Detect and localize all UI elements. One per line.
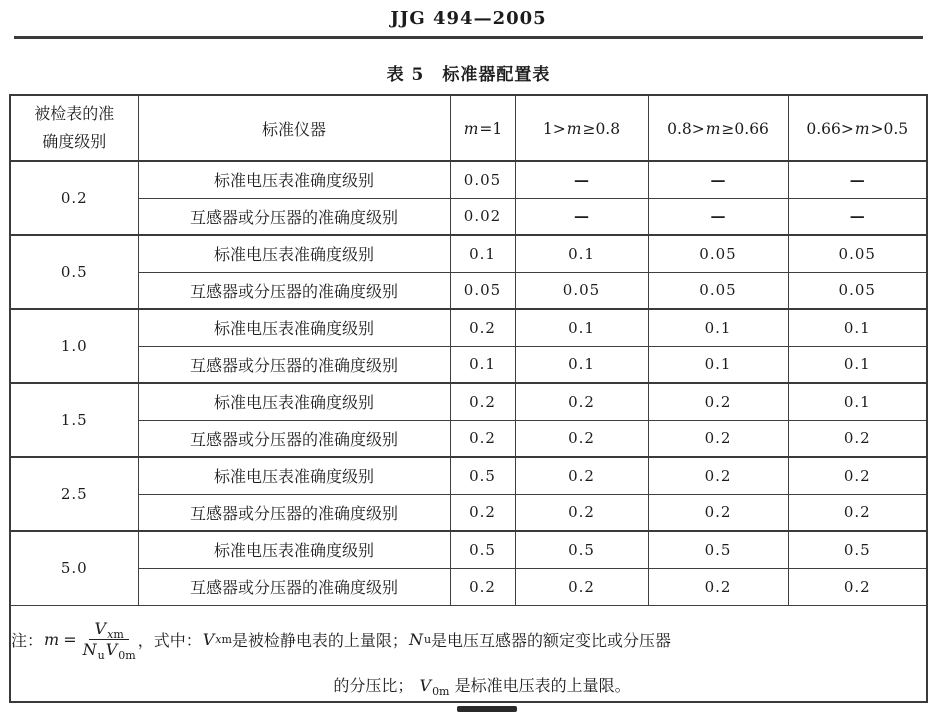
table-row (10, 457, 927, 494)
instrument-label: 标准电压表准确度级别 (138, 531, 450, 568)
table-row (10, 346, 927, 383)
value-cell: 0.1 (788, 346, 927, 383)
table-row (10, 420, 927, 457)
value-cell: 0.5 (450, 457, 515, 494)
accuracy-class-cell: 0.5 (10, 235, 138, 309)
value-cell: 0.1 (648, 346, 788, 383)
fraction-denominator: $N_uV_{0m}$ (82, 640, 136, 663)
value-cell: 0.2 (515, 420, 648, 457)
value-cell: 0.2 (450, 568, 515, 605)
accuracy-class-cell: 0.2 (10, 161, 138, 235)
value-cell: 0.2 (788, 494, 927, 531)
formula-nu: N (408, 630, 423, 650)
instrument-label: 标准电压表准确度级别 (138, 161, 450, 198)
value-cell: 0.2 (648, 457, 788, 494)
accuracy-class-cell: 1.5 (10, 383, 138, 457)
table-row (10, 161, 927, 198)
accuracy-class-cell: 1.0 (10, 309, 138, 383)
header-m-range-3: 0.66>m>0.5 (788, 95, 927, 161)
instrument-label: 标准电压表准确度级别 (138, 309, 450, 346)
value-cell: 0.2 (515, 568, 648, 605)
table-row (10, 568, 927, 605)
note-line-1: 注： m = $\frac{V_{xm}}{N_uV_{0m}}$ ，式中： V xm 是被检静电表的上量限； N u 是电压互感器的额定变比或分压器 (11, 618, 672, 663)
table-row (10, 531, 927, 568)
accuracy-class-cell: 5.0 (10, 531, 138, 605)
instrument-label: 互感器或分压器的准确度级别 (138, 420, 450, 457)
table-title: 表 5 标准器配置表 (386, 65, 551, 85)
formula-fraction (82, 618, 136, 663)
header-m-range-2: 0.8>m≥0.66 (648, 95, 788, 161)
header-m-range-1: 1>m≥0.8 (515, 95, 648, 161)
header-accuracy-class (10, 95, 138, 161)
table-row (10, 198, 927, 235)
table-row (10, 272, 927, 309)
value-cell: 0.05 (648, 272, 788, 309)
value-cell: — (648, 161, 788, 198)
table-row (10, 235, 927, 272)
value-cell: 0.05 (450, 161, 515, 198)
value-cell: 0.2 (450, 420, 515, 457)
value-cell: 0.2 (788, 457, 927, 494)
value-cell: 0.2 (515, 494, 648, 531)
value-cell: 0.05 (788, 235, 927, 272)
instrument-label: 互感器或分压器的准确度级别 (138, 198, 450, 235)
value-cell: 0.1 (450, 235, 515, 272)
header-accuracy-line2: 确度级别 (42, 132, 107, 151)
value-cell: 0.5 (648, 531, 788, 568)
value-cell: 0.1 (788, 309, 927, 346)
value-cell: 0.5 (450, 531, 515, 568)
header-accuracy-line1: 被检表的准 (34, 104, 115, 123)
value-cell: 0.2 (648, 420, 788, 457)
table-header-row (10, 95, 927, 161)
value-cell: 0.2 (648, 568, 788, 605)
value-cell: 0.2 (788, 420, 927, 457)
value-cell: 0.2 (788, 568, 927, 605)
header-m-eq-1: m=1 (450, 95, 515, 161)
value-cell: 0.1 (515, 235, 648, 272)
value-cell: — (788, 198, 927, 235)
instrument-label: 互感器或分压器的准确度级别 (138, 346, 450, 383)
value-cell: 0.5 (788, 531, 927, 568)
value-cell: 0.05 (648, 235, 788, 272)
value-cell: 0.05 (515, 272, 648, 309)
value-cell: 0.1 (515, 346, 648, 383)
table-row (10, 309, 927, 346)
value-cell: 0.2 (648, 383, 788, 420)
table-row (10, 494, 927, 531)
header-rule (14, 36, 923, 39)
value-cell: 0.1 (648, 309, 788, 346)
table-row (10, 383, 927, 420)
value-cell: — (788, 161, 927, 198)
note-row (10, 605, 927, 702)
instrument-label: 标准电压表准确度级别 (138, 457, 450, 494)
instrument-label: 互感器或分压器的准确度级别 (138, 568, 450, 605)
instrument-label: 互感器或分压器的准确度级别 (138, 494, 450, 531)
formula-v0m: V (419, 675, 432, 695)
value-cell: 0.05 (450, 272, 515, 309)
value-cell: 0.5 (515, 531, 648, 568)
value-cell: 0.2 (648, 494, 788, 531)
value-cell: — (648, 198, 788, 235)
value-cell: 0.05 (788, 272, 927, 309)
table-note (10, 605, 927, 702)
fraction-numerator: $V_{xm}$ (89, 620, 129, 640)
value-cell: 0.1 (788, 383, 927, 420)
value-cell: 0.2 (450, 494, 515, 531)
value-cell: 0.2 (450, 309, 515, 346)
header-standard-instrument: 标准仪器 (138, 95, 450, 161)
value-cell: 0.2 (515, 457, 648, 494)
value-cell: — (515, 198, 648, 235)
formula-vxm: V (202, 630, 215, 650)
formula-m: m (44, 630, 60, 650)
note-line-2: 的分压比； $V_{0m}$ 是标准电压表的上量限。 (333, 675, 631, 698)
value-cell: 0.02 (450, 198, 515, 235)
value-cell: 0.2 (515, 383, 648, 420)
value-cell: 0.1 (450, 346, 515, 383)
value-cell: 0.1 (515, 309, 648, 346)
doc-code: JJG 494—2005 (390, 8, 547, 29)
instrument-label: 互感器或分压器的准确度级别 (138, 272, 450, 309)
scan-artifact (457, 706, 517, 712)
standards-config-table (9, 94, 928, 703)
note-label: 注： (11, 631, 44, 651)
instrument-label: 标准电压表准确度级别 (138, 235, 450, 272)
value-cell: 0.2 (450, 383, 515, 420)
accuracy-class-cell: 2.5 (10, 457, 138, 531)
value-cell: — (515, 161, 648, 198)
instrument-label: 标准电压表准确度级别 (138, 383, 450, 420)
